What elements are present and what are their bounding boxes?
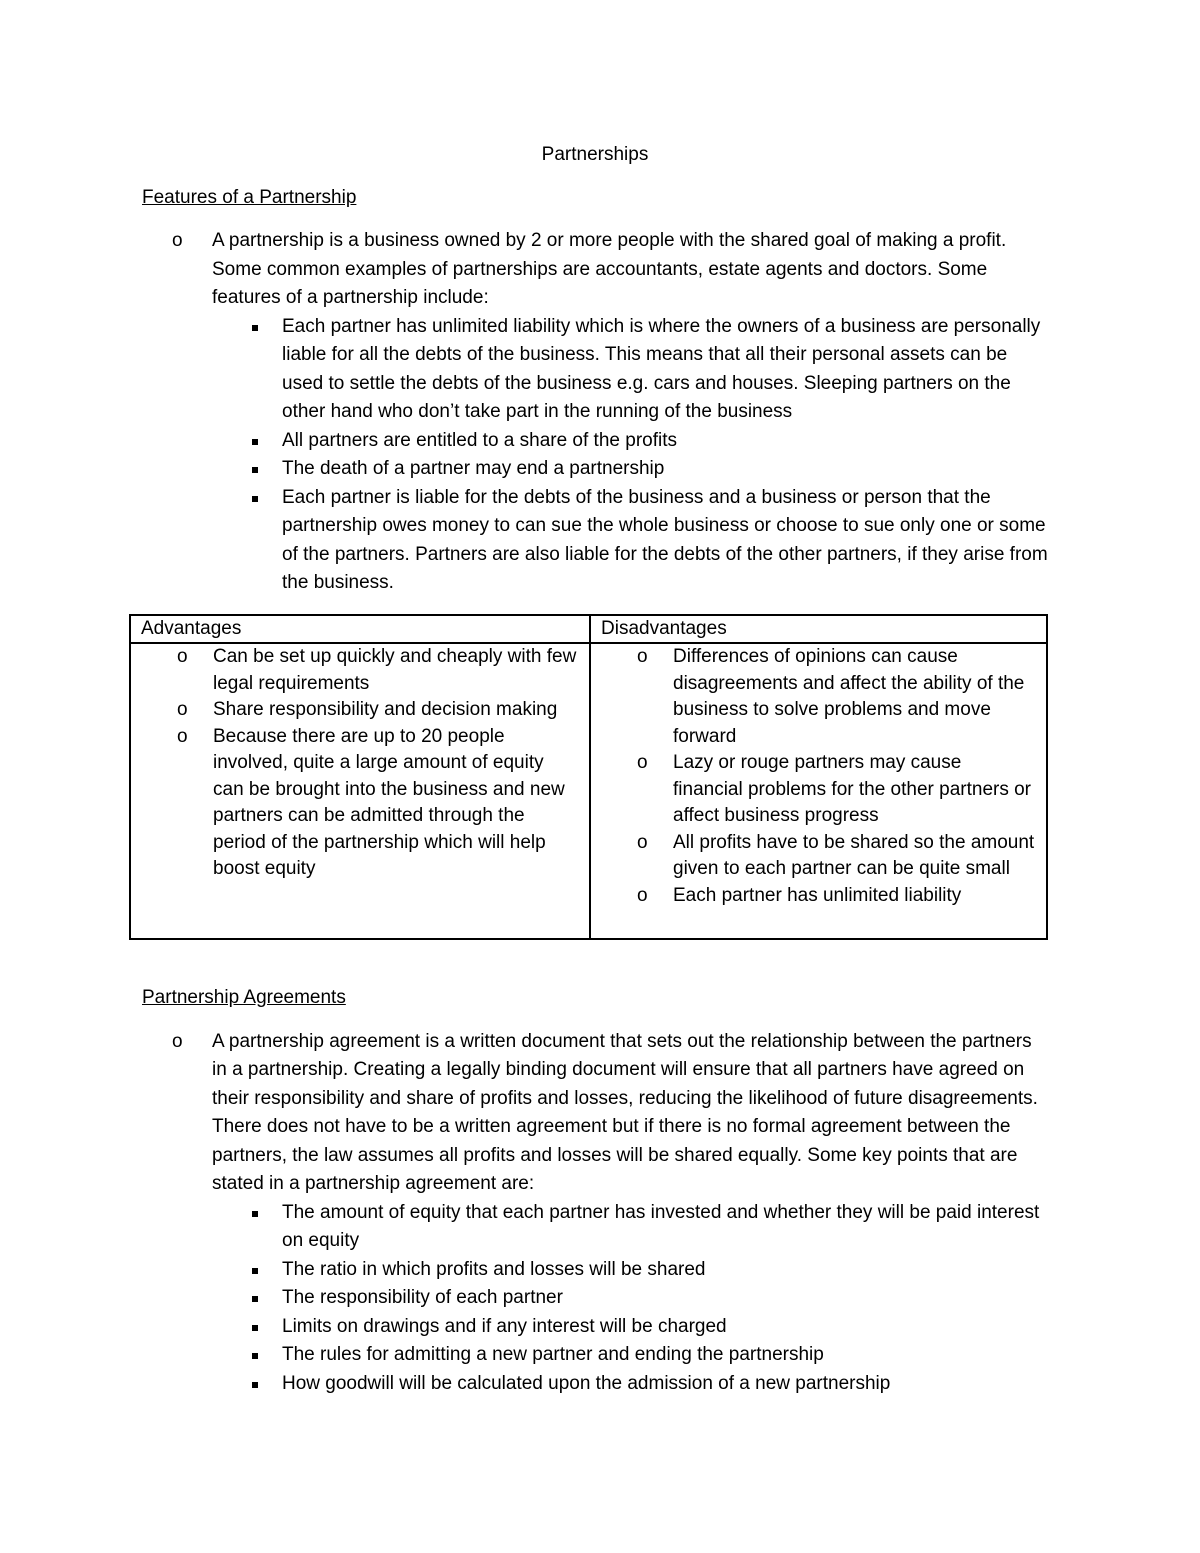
agreement-point: The ratio in which profits and losses will be shared: [282, 1258, 706, 1280]
circle-bullet-icon: o: [637, 831, 648, 853]
agreement-point: The amount of equity that each partner has invested and whether they will be paid interest on equity: [282, 1201, 1040, 1251]
list-item: [142, 227, 1048, 598]
agreement-point: How goodwill will be calculated upon the admission of a new partnership: [282, 1372, 891, 1394]
disadvantage-text: Lazy or rouge partners may cause financial problems for the other partners or affect business progress: [673, 752, 1032, 826]
features-points: [212, 313, 1048, 598]
square-bullet-icon: [252, 325, 258, 331]
agreements-heading: Partnership Agreements: [142, 987, 346, 1008]
advantage-text: Because there are up to 20 people involved, quite a large amount of equity can be brought into the business and new partners can be admitted through the period of the partnership which will help boost equity: [213, 725, 565, 879]
agreement-point: The rules for admitting a new partner and ending the partnership: [282, 1344, 824, 1365]
list-item: [141, 697, 579, 724]
square-bullet-icon: [252, 439, 258, 445]
features-intro: A partnership is a business owned by 2 or more people with the shared goal of making a profit. Some common examples of partnerships are accountants, estate agents and doctors. Some features of a partnership include:: [212, 230, 1007, 308]
advantages-cell: [130, 643, 590, 939]
circle-bullet-icon: o: [172, 230, 183, 251]
circle-bullet-icon: o: [637, 646, 648, 667]
list-item: [212, 1199, 1048, 1256]
advantages-disadvantages-table: [129, 614, 1048, 941]
list-item: [212, 1256, 1048, 1285]
agreements-points: [212, 1199, 1048, 1399]
advantage-text: Share responsibility and decision making: [213, 699, 558, 720]
agreement-point: Limits on drawings and if any interest will be charged: [282, 1315, 727, 1337]
square-bullet-icon: [252, 467, 258, 473]
agreements-list: [142, 1028, 1048, 1399]
disadvantages-header: Disadvantages: [590, 615, 1047, 644]
feature-point: Each partner has unlimited liability which is where the owners of a business are personally liable for all the debts of the business. This means that all their personal assets can be used to settle the debts of the business e.g. cars and houses. Sleeping partners on the other hand who don’t take part in the running of the business: [282, 315, 1041, 422]
list-item: [601, 830, 1036, 883]
advantage-text: Can be set up quickly and cheaply with few legal requirements: [213, 646, 577, 694]
feature-point: All partners are entitled to a share of the profits: [282, 429, 677, 451]
feature-point: Each partner is liable for the debts of the business and a business or person that the partnership owes money to can sue the whole business or choose to sue only one or some of the partners. Partners are also liable for the debts of the other partners, if they arise from the business.: [282, 486, 1048, 593]
square-bullet-icon: [252, 1296, 258, 1302]
list-item: [212, 427, 1048, 456]
features-heading: Features of a Partnership: [142, 186, 357, 208]
advantages-list: [141, 644, 579, 883]
list-item: [142, 1028, 1048, 1399]
list-item: [601, 644, 1036, 750]
disadvantage-text: Differences of opinions can cause disagreements and affect the ability of the business to solve problems and move forward: [673, 646, 1025, 747]
list-item: [212, 455, 1048, 484]
list-item: [141, 644, 579, 697]
circle-bullet-icon: o: [177, 699, 188, 720]
agreements-intro: A partnership agreement is a written document that sets out the relationship between the partners in a partnership. Creating a legally binding document will ensure that all partners have agreed on their responsibility and share of profits and losses, reducing the likelihood of future disagreements. There does not have to be a written agreement but if there is no formal agreement between the partners, the law assumes all profits and losses will be shared equally. Some key points that are stated in a partnership agreement are:: [212, 1030, 1038, 1194]
square-bullet-icon: [252, 1382, 258, 1388]
square-bullet-icon: [252, 1268, 258, 1274]
list-item: [212, 484, 1048, 598]
list-item: [601, 750, 1036, 830]
list-item: [141, 724, 579, 883]
circle-bullet-icon: o: [177, 646, 188, 667]
table-row: [130, 643, 1047, 939]
list-item: [212, 1370, 1048, 1399]
disadvantages-cell: [590, 643, 1047, 939]
list-item: [212, 1313, 1048, 1342]
square-bullet-icon: [252, 1353, 258, 1359]
feature-point: The death of a partner may end a partnership: [282, 458, 665, 479]
agreements-section: [142, 984, 1048, 1398]
disadvantage-text: Each partner has unlimited liability: [673, 884, 962, 906]
circle-bullet-icon: o: [177, 725, 188, 747]
list-item: [212, 1284, 1048, 1313]
square-bullet-icon: [252, 1325, 258, 1331]
square-bullet-icon: [252, 1211, 258, 1217]
features-section: [142, 184, 1048, 598]
list-item: [212, 1341, 1048, 1370]
page-title: Partnerships: [541, 144, 649, 165]
circle-bullet-icon: o: [172, 1030, 183, 1052]
circle-bullet-icon: o: [637, 884, 648, 906]
table-header-row: [130, 615, 1047, 644]
disadvantage-text: All profits have to be shared so the amount given to each partner can be quite small: [673, 831, 1035, 879]
features-list: [142, 227, 1048, 598]
square-bullet-icon: [252, 496, 258, 502]
advantages-header: Advantages: [130, 615, 590, 644]
disadvantages-list: [601, 644, 1036, 909]
agreement-point: The responsibility of each partner: [282, 1287, 563, 1308]
circle-bullet-icon: o: [637, 752, 648, 773]
list-item: [212, 313, 1048, 427]
list-item: [601, 883, 1036, 910]
